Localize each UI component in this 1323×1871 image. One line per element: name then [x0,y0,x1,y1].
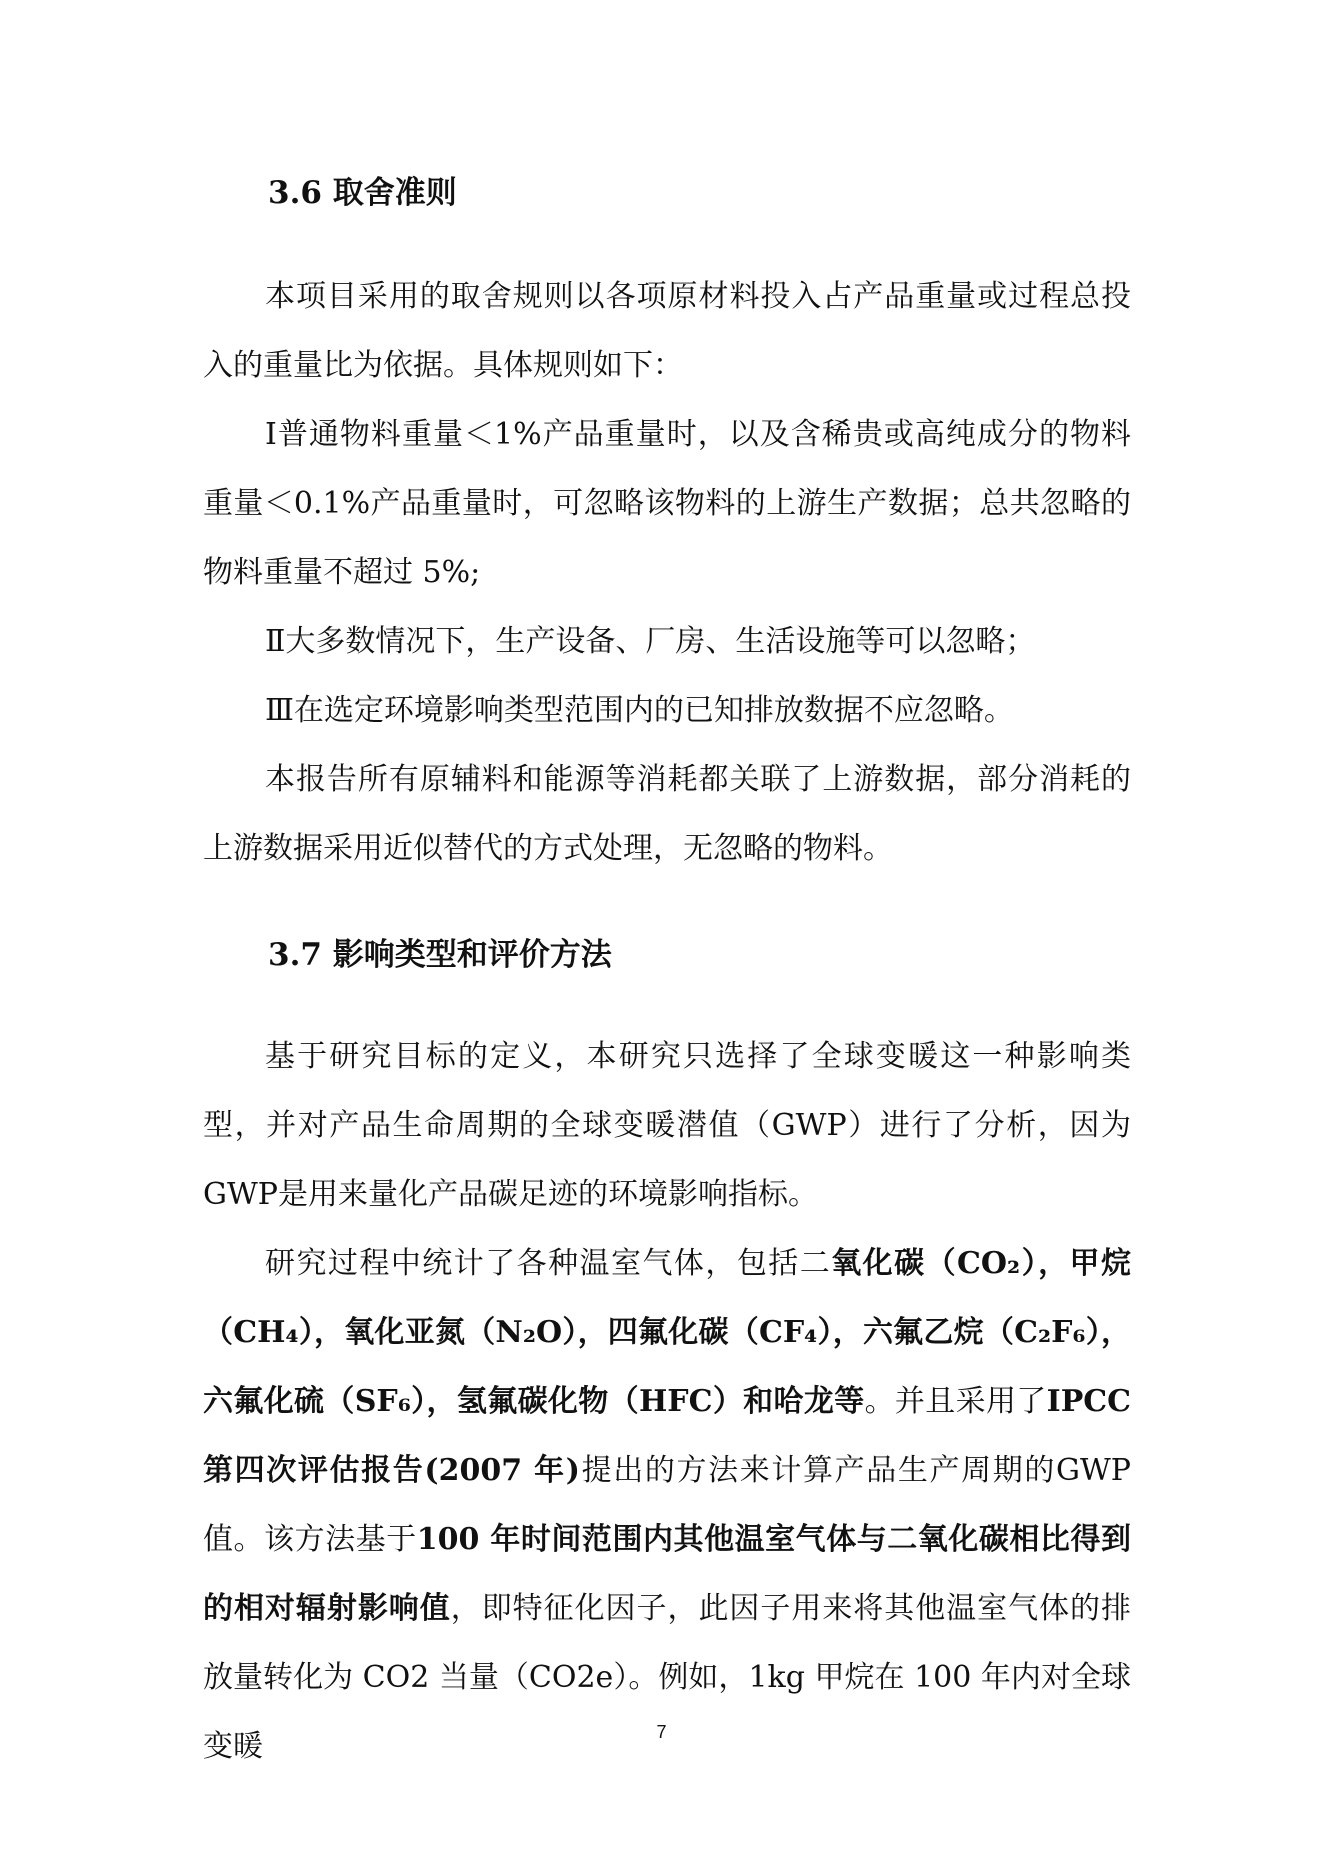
paragraph-gwp-method [203,1229,1131,1781]
rule-item-1: Ⅰ普通物料重量＜1%产品重量时，以及含稀贵或高纯成分的物料重量＜0.1%产品重量时，可忽略该物料的上游生产数据；总共忽略的物料重量不超过 5%; [203,417,1131,590]
paragraph-cutoff-closing: 本报告所有原辅料和能源等消耗都关联了上游数据，部分消耗的上游数据采用近似替代的方式处理，无忽略的物料。 [203,762,1131,866]
rule-item-2: Ⅱ大多数情况下，生产设备、厂房、生活设施等可以忽略； [265,624,1036,659]
ipcc-report-reference: IPCC 第四次评估报告(2007 年) [203,1384,1132,1488]
page-number: 7 [656,1722,667,1742]
gwp-tail-text: ，即特征化因子，此因子用来将其他温室气体的排放量转化为 CO2 当量（CO2e）。例如，1kg 甲烷在 100 年内对全球变暖 [203,1591,1132,1764]
paragraph-cutoff-intro: 本项目采用的取舍规则以各项原材料投入占产品重量或过程总投入的重量比为依据。具体规则如下： [203,279,1131,383]
gwp-mid-text-2: 提出的方法来计算产品生产周期的GWP值。该方法基于 [203,1453,1131,1557]
gwp-basis-text: 100 年时间范围内其他温室气体与二氧化碳相比得到的相对辐射影响值 [203,1522,1131,1626]
gwp-mid-text-1: 。并且采用了 [864,1384,1047,1419]
section-heading-3-7: 3.7 影响类型和评价方法 [268,937,612,973]
paragraph-impact-type: 基于研究目标的定义，本研究只选择了全球变暖这一种影响类型，并对产品生命周期的全球变暖潜值（GWP）进行了分析，因为GWP是用来量化产品碳足迹的环境影响指标。 [203,1039,1131,1212]
gwp-lead-text: 研究过程中统计了各种温室气体，包括二 [265,1246,832,1281]
section-3-6-body [203,262,1131,883]
greenhouse-gases-list: 氧化碳（CO₂），甲烷（CH₄），氧化亚氮（N₂O），四氟化碳（CF₄），六氟乙烷（C₂F₆），六氟化硫（SF₆），氢氟碳化物（HFC）和哈龙等 [203,1246,1131,1419]
section-3-7-body [203,1022,1131,1781]
section-heading-3-6: 3.6 取舍准则 [268,175,457,211]
rule-item-3: Ⅲ在选定环境影响类型范围内的已知排放数据不应忽略。 [265,693,1014,728]
